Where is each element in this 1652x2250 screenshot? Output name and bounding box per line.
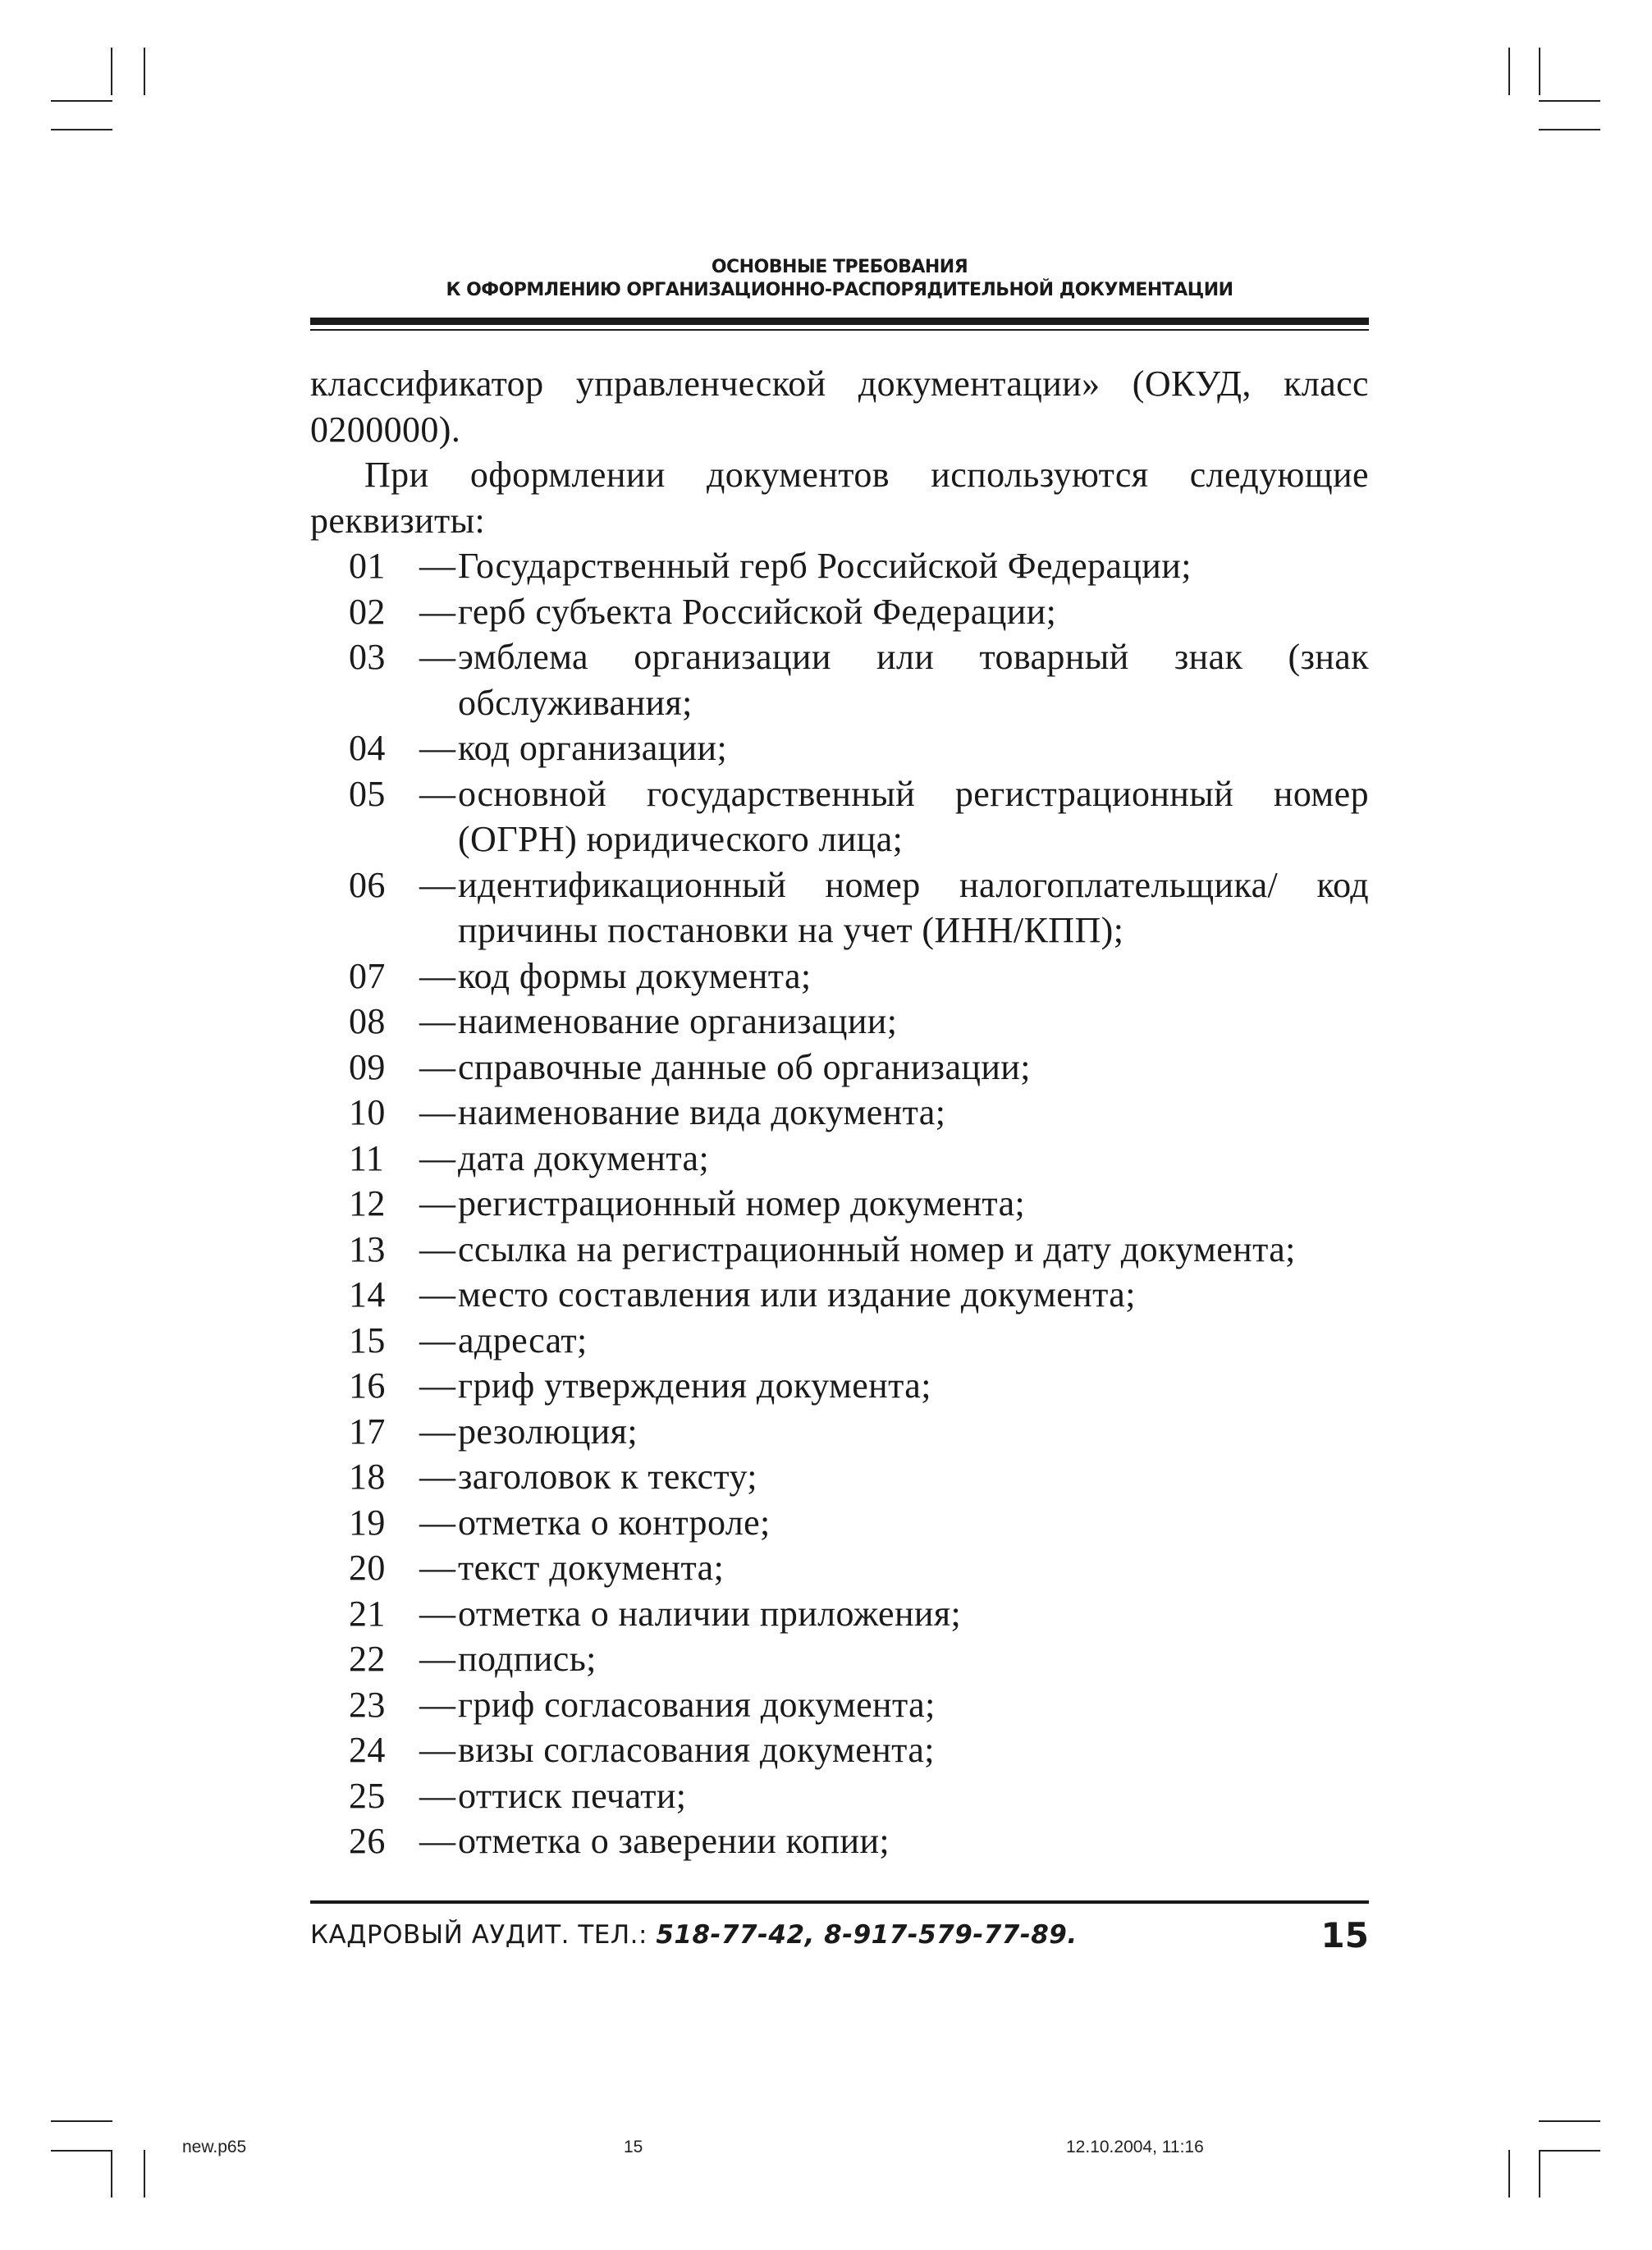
requisite-dash: — — [419, 1730, 456, 1770]
requisite-text: регистрационный номер документа; — [458, 1183, 1026, 1223]
requisite-number: 21 — [349, 1593, 386, 1634]
requisite-number: 24 — [349, 1730, 386, 1770]
requisite-text: дата документа; — [458, 1137, 710, 1178]
crop-mark — [144, 48, 145, 95]
requisite-number: 23 — [349, 1684, 386, 1725]
crop-mark — [111, 48, 112, 95]
requisite-item — [310, 1272, 1369, 1318]
requisite-item — [310, 1090, 1369, 1136]
crop-mark — [1539, 100, 1600, 102]
page-body — [310, 361, 1369, 1864]
requisite-number: 07 — [349, 955, 386, 996]
requisite-text: заголовок к тексту; — [458, 1457, 757, 1497]
requisite-text: наименование организации; — [458, 1001, 898, 1041]
running-header — [310, 256, 1369, 302]
requisite-dash: — — [419, 1639, 456, 1679]
header-rule-thin — [310, 329, 1369, 331]
requisite-number: 08 — [349, 1001, 386, 1041]
crop-mark — [111, 2150, 112, 2197]
requisite-dash: — — [419, 1775, 456, 1816]
requisite-dash: — — [419, 1365, 456, 1406]
requisite-number: 09 — [349, 1046, 386, 1087]
requisite-dash: — — [419, 1684, 456, 1725]
requisite-text: отметка о заверении копии; — [458, 1821, 890, 1861]
requisite-number: 13 — [349, 1228, 386, 1269]
header-line-2: К ОФОРМЛЕНИЮ ОРГАНИЗАЦИОННО-РАСПОРЯДИТЕЛЬНОЙ ДОКУМЕНТАЦИИ — [446, 280, 1233, 300]
requisite-dash: — — [419, 637, 456, 677]
requisite-text: код формы документа; — [458, 955, 812, 996]
crop-mark — [1508, 2150, 1510, 2197]
requisite-number: 12 — [349, 1183, 386, 1223]
slug-datetime: 12.10.2004, 11:16 — [1066, 2138, 1204, 2156]
requisite-text: подпись; — [458, 1639, 597, 1679]
requisite-item — [310, 999, 1369, 1045]
crop-mark — [51, 2150, 112, 2152]
crop-mark — [144, 2150, 145, 2197]
requisite-text: отметка о контроле; — [458, 1502, 771, 1543]
requisite-number: 06 — [349, 864, 386, 905]
requisite-number: 15 — [349, 1319, 386, 1361]
requisite-text: оттиск печати; — [458, 1775, 687, 1816]
requisite-item — [310, 1591, 1369, 1637]
requisite-item — [310, 543, 1369, 589]
requisite-text: отметка о наличии приложения; — [458, 1593, 962, 1634]
requisite-text: ссылка на регистрационный номер и дату документа; — [458, 1228, 1296, 1269]
requisite-item — [310, 1045, 1369, 1091]
requisite-number: 20 — [349, 1548, 386, 1588]
requisite-item — [310, 1682, 1369, 1728]
page-number: 15 — [1320, 1914, 1369, 1955]
requisite-item — [310, 1545, 1369, 1591]
requisite-item — [310, 1727, 1369, 1773]
requisite-dash: — — [419, 1092, 456, 1132]
requisite-dash: — — [419, 773, 456, 814]
requisite-item — [310, 1409, 1369, 1455]
requisite-number: 18 — [349, 1457, 386, 1497]
requisite-text: Государственный герб Российской Федерации; — [458, 546, 1192, 586]
requisite-item — [310, 1636, 1369, 1682]
requisite-number: 26 — [349, 1821, 386, 1861]
requisite-dash: — — [419, 591, 456, 632]
requisites-list — [310, 543, 1369, 1864]
requisite-item — [310, 634, 1369, 725]
crop-mark — [1539, 2150, 1540, 2197]
requisite-number: 10 — [349, 1092, 386, 1132]
requisite-dash: — — [419, 1548, 456, 1588]
footer-phones: 518-77-42, 8-917-579-77-89. — [656, 1920, 1078, 1950]
requisite-number: 02 — [349, 591, 386, 632]
requisite-dash: — — [419, 1593, 456, 1634]
requisite-text: гриф согласования документа; — [458, 1684, 936, 1725]
requisite-text: идентификационный номер налогоплательщика/ код причины постановки на учет (ИНН/КПП); — [458, 864, 1369, 950]
requisite-dash: — — [419, 955, 456, 996]
requisite-number: 03 — [349, 637, 386, 677]
requisite-item — [310, 1454, 1369, 1500]
requisite-dash: — — [419, 1457, 456, 1497]
requisite-item — [310, 771, 1369, 862]
requisite-item — [310, 954, 1369, 999]
requisite-text: эмблема организации или товарный знак (знак обслуживания; — [458, 637, 1369, 723]
requisite-number: 05 — [349, 773, 386, 814]
requisite-item — [310, 1136, 1369, 1182]
requisite-number: 14 — [349, 1274, 386, 1315]
requisite-dash: — — [419, 1137, 456, 1178]
requisite-text: место составления или издание документа; — [458, 1274, 1136, 1315]
footer-label: КАДРОВЫЙ АУДИТ. ТЕЛ.: — [310, 1920, 648, 1950]
requisite-dash: — — [419, 546, 456, 586]
requisite-dash: — — [419, 728, 456, 768]
requisite-text: наименование вида документа; — [458, 1092, 946, 1132]
requisite-dash: — — [419, 1319, 456, 1361]
requisite-text: герб субъекта Российской Федерации; — [458, 591, 1057, 632]
requisite-item — [310, 1500, 1369, 1546]
requisite-number: 25 — [349, 1775, 386, 1816]
requisite-dash: — — [419, 1821, 456, 1861]
crop-mark — [1539, 48, 1540, 95]
requisite-number: 16 — [349, 1365, 386, 1406]
requisite-item — [310, 725, 1369, 771]
requisite-dash: — — [419, 1274, 456, 1315]
requisite-item — [310, 1227, 1369, 1273]
requisite-text: адресат; — [458, 1319, 588, 1361]
requisite-item — [310, 1818, 1369, 1864]
crop-mark — [1539, 129, 1600, 130]
crop-mark — [51, 100, 112, 102]
requisite-dash: — — [419, 1228, 456, 1269]
requisite-item — [310, 1773, 1369, 1819]
requisite-number: 01 — [349, 546, 386, 586]
crop-mark — [51, 2120, 112, 2122]
requisite-number: 11 — [349, 1137, 385, 1178]
crop-mark — [1539, 2120, 1600, 2122]
requisite-number: 04 — [349, 728, 386, 768]
requisite-text: код организации; — [458, 728, 728, 768]
crop-mark — [1508, 48, 1510, 95]
requisite-text: резолюция; — [458, 1411, 638, 1452]
requisite-item — [310, 1363, 1369, 1409]
requisite-dash: — — [419, 1046, 456, 1087]
slug-page: 15 — [624, 2138, 643, 2156]
requisite-item — [310, 589, 1369, 635]
header-line-1: ОСНОВНЫЕ ТРЕБОВАНИЯ — [711, 257, 968, 277]
slug-file: new.p65 — [182, 2138, 247, 2156]
header-rule-thick — [310, 318, 1369, 325]
paragraph-2: При оформлении документов используются следующие реквизиты: — [310, 455, 1369, 541]
requisite-number: 17 — [349, 1411, 386, 1452]
requisite-dash: — — [419, 1411, 456, 1452]
requisite-text: гриф утверждения документа; — [458, 1365, 931, 1406]
crop-mark — [1539, 2150, 1600, 2152]
requisite-dash: — — [419, 1502, 456, 1543]
requisite-text: справочные данные об организации; — [458, 1046, 1031, 1087]
requisite-item — [310, 1318, 1369, 1364]
requisite-item — [310, 862, 1369, 954]
requisite-item — [310, 1181, 1369, 1227]
requisite-dash: — — [419, 864, 456, 905]
requisite-text: основной государственный регистрационный номер (ОГРН) юридического лица; — [458, 773, 1369, 859]
crop-mark — [51, 129, 112, 130]
footer-contact — [310, 1920, 1078, 1950]
requisite-text: визы согласования документа; — [458, 1730, 935, 1770]
paragraph-1: классификатор управленческой документации» (ОКУД, класс 0200000). — [310, 364, 1369, 450]
requisite-number: 22 — [349, 1639, 386, 1679]
requisite-dash: — — [419, 1001, 456, 1041]
footer-rule — [310, 1900, 1369, 1904]
requisite-dash: — — [419, 1183, 456, 1223]
requisite-text: текст документа; — [458, 1548, 725, 1588]
requisite-number: 19 — [349, 1502, 386, 1543]
page-footer — [310, 1912, 1369, 1958]
